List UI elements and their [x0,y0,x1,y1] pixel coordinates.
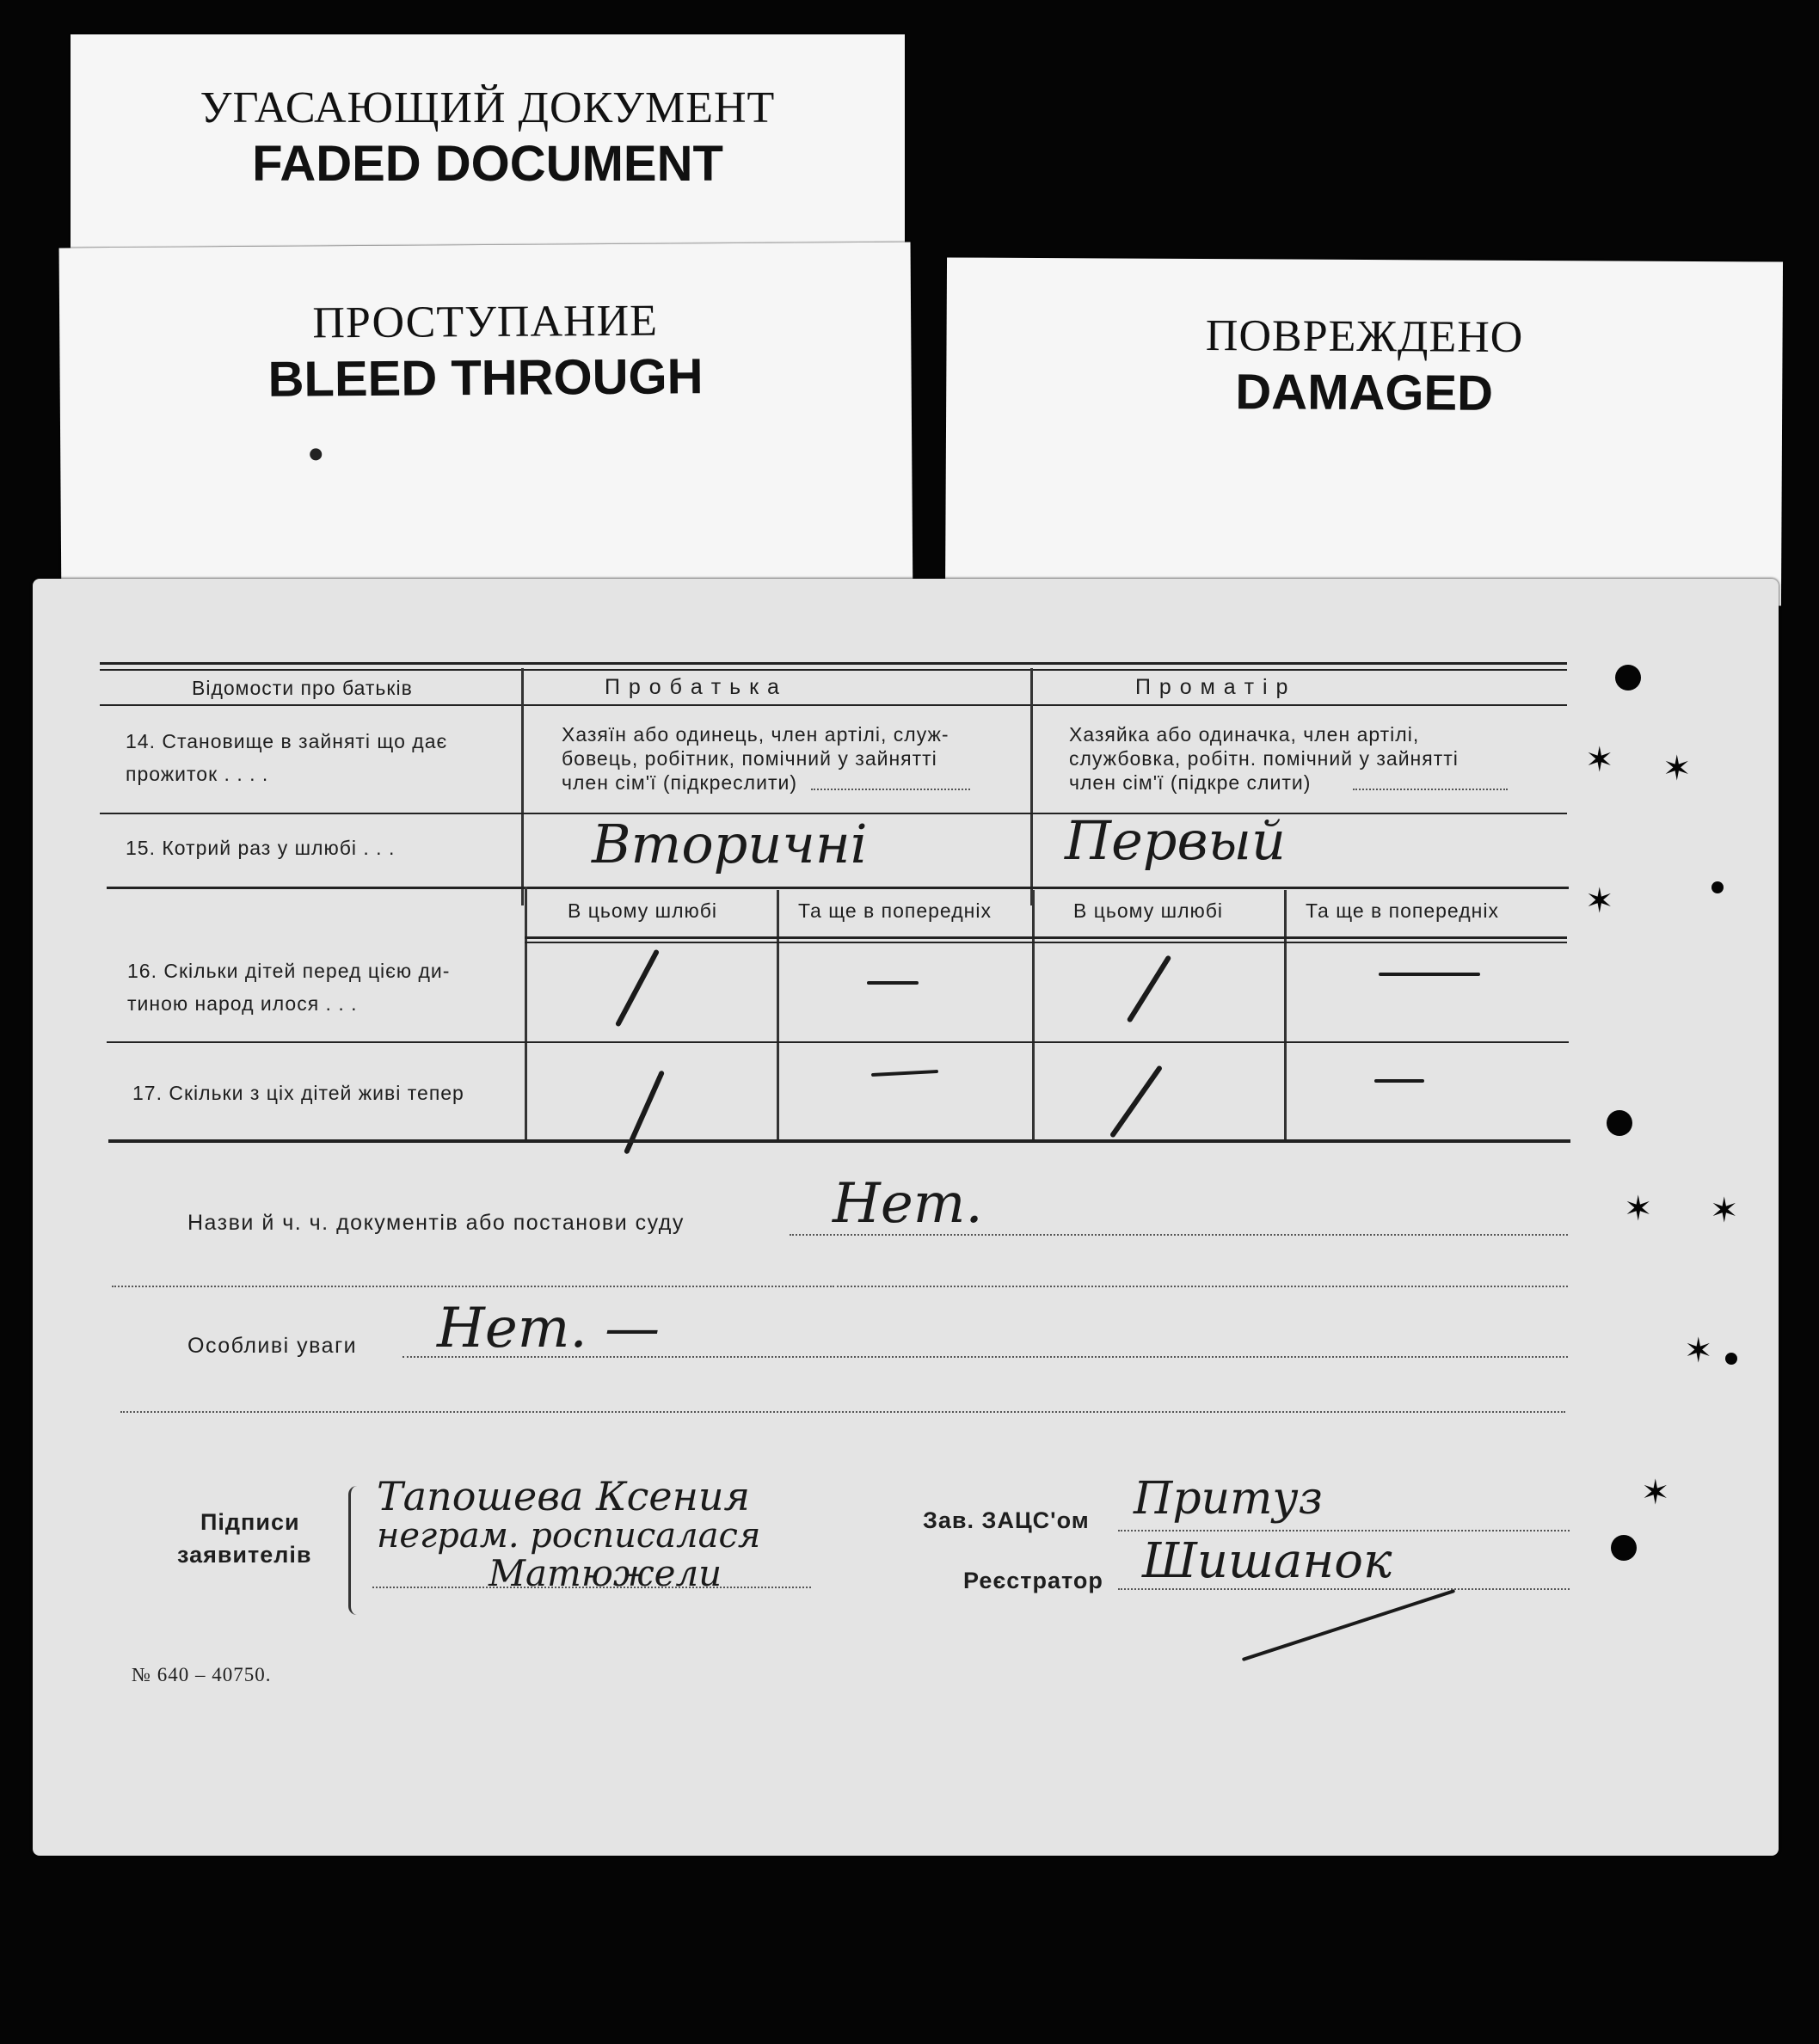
row14-label-2: прожиток . . . . [126,763,269,785]
punch-hole-small [1725,1353,1737,1365]
ink-dot [310,448,322,460]
faded-document-card [71,34,905,267]
signatures-label-2: заявителів [177,1542,312,1568]
damage-tear: ✶ [1585,881,1614,921]
damage-tear: ✶ [1585,740,1614,780]
notes-dots-1 [403,1356,1568,1358]
documents-label: Назви й ч. ч. документів або постанови суду [187,1211,685,1235]
documents-dots-3 [833,1286,1568,1287]
col-divider-1 [521,668,524,905]
row16-father-prev-dash [867,981,919,985]
damaged-label-en: DAMAGED [1235,364,1494,421]
bleed-through-card [59,242,913,610]
header-father: П р о б а т ь к а [605,675,781,699]
row15-father-handwriting: Вторичні [592,813,868,875]
row17-mother-prev-dash [1374,1079,1424,1083]
subheader-rule [525,936,1567,939]
col-divider-2 [1030,668,1033,905]
damage-tear: ✶ [1641,1473,1670,1513]
head-zags-dots [1118,1530,1570,1531]
sub-this-marriage-mother: В цьому шлюбі [1073,899,1224,922]
head-zags-signature: Притуз [1134,1473,1323,1525]
row16-mother-prev-dash [1379,973,1480,976]
registrar-flourish [1242,1589,1456,1661]
row14-mother-3: член сім'ї (підкре слити) [1069,771,1312,794]
documents-dots-2 [112,1286,834,1287]
row15-mother-handwriting: Первый [1065,809,1286,872]
subheader-rule-2 [525,942,1567,943]
print-number: № 640 – 40750. [132,1664,272,1685]
row17-mother-this-stroke [1109,1065,1163,1138]
damage-tear: ✶ [1624,1189,1653,1229]
row15-rule [107,887,1569,889]
faded-label-en: FADED DOCUMENT [252,136,723,192]
col-divider-5 [1032,890,1035,1139]
row17-rule [108,1139,1570,1143]
registrar-label: Реєстратор [963,1568,1103,1593]
signatures-brace [348,1486,363,1615]
row14-father-2: бовець, робітник, помічний у зайнятті [562,747,937,770]
row17-father-prev-dash [871,1070,938,1077]
damage-tear: ✶ [1684,1331,1713,1371]
damage-tear: ✶ [1710,1191,1739,1231]
sub-this-marriage-father: В цьому шлюбі [568,899,718,922]
row14-mother-1: Хазяйка або одиначка, член артілі, [1069,723,1420,746]
top-rule [100,662,1567,665]
row14-father-1: Хазяїн або одинець, член артілі, служ- [562,723,949,746]
punch-hole [1607,1110,1632,1136]
bleed-label-ru: ПРОСТУПАНИЕ [312,296,659,348]
col-divider-6 [1284,890,1287,1139]
col-divider-4 [777,890,779,1139]
registrar-signature: Шишанок [1142,1533,1392,1589]
applicant-signature-1: Тапошева Ксения [377,1473,751,1519]
row16-label-1: 16. Скільки дітей перед цією ди- [127,960,451,982]
row16-rule [107,1041,1569,1043]
applicant-signature-3: Матюжели [489,1552,722,1594]
row14-mother-2: службовка, робітн. помічний у зайнятті [1069,747,1459,770]
damage-tear: ✶ [1662,749,1692,789]
applicant-signature-2: неграм. росписалася [377,1516,761,1556]
sub-previous-father: Та ще в попередніх [798,899,992,922]
documents-dots-1 [790,1234,1568,1236]
row16-father-this-stroke [615,948,660,1027]
notes-label: Особливі уваги [187,1334,358,1358]
punch-hole [1615,665,1641,691]
row14-label-1: 14. Становище в зайняті що дає [126,730,448,752]
header-parents-info: Відомости про батьків [192,677,413,699]
registrar-dots [1118,1588,1570,1590]
top-rule-2 [100,669,1567,671]
header-mother: П р о м а т і р [1135,675,1289,699]
head-zags-label: Зав. ЗАЦС'ом [923,1507,1090,1533]
signatures-dots [372,1587,811,1588]
header-rule [100,704,1567,706]
signatures-label-1: Підписи [200,1509,300,1535]
row16-label-2: тиною народ илося . . . [127,992,358,1015]
documents-handwriting: Нет. [833,1172,983,1236]
punch-hole [1611,1535,1637,1561]
row14-father-dots [811,789,970,790]
row16-mother-this-stroke [1127,954,1172,1023]
row15-label: 15. Котрий раз у шлюбі . . . [126,837,396,859]
row14-mother-dots [1353,789,1508,790]
notes-handwriting: Нет. — [437,1297,661,1360]
col-divider-3 [525,887,527,1140]
row17-label: 17. Скільки з ціх дітей живі тепер [132,1082,464,1104]
faded-label-ru: УГАСАЮЩИЙ ДОКУМЕНТ [200,83,776,132]
row14-father-3: член сім'ї (підкреслити) [562,771,797,794]
damaged-card [945,257,1783,605]
damaged-label-ru: ПОВРЕЖДЕНО [1205,311,1524,362]
registry-form-sheet [33,579,1779,1856]
sub-previous-mother: Та ще в попередніх [1306,899,1499,922]
punch-hole-small [1711,881,1724,893]
bleed-label-en: BLEED THROUGH [267,348,704,408]
notes-dots-2 [120,1411,1565,1413]
